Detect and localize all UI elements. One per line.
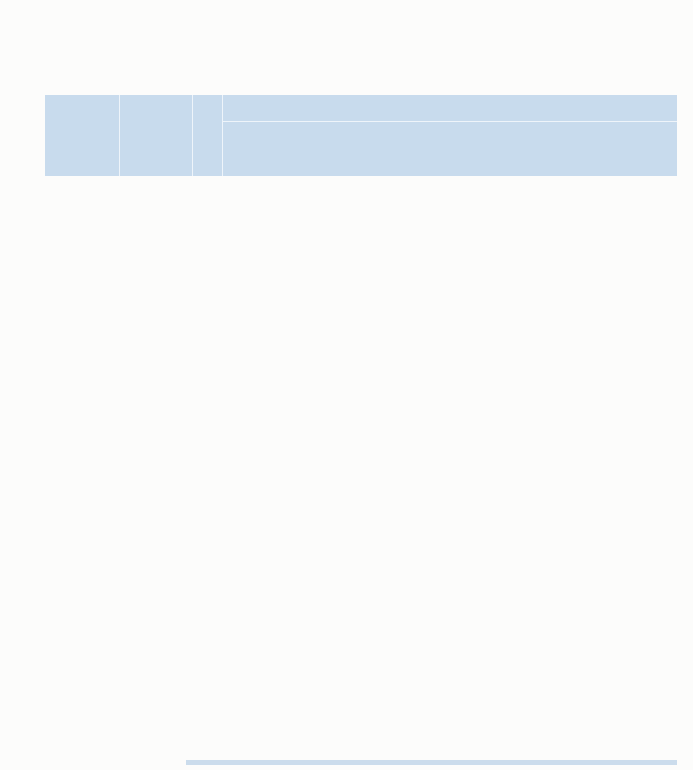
col-header-area — [120, 95, 193, 176]
speed-reference-table — [45, 95, 677, 180]
col-header-bore-group — [223, 95, 677, 122]
table-bottom-shadow — [186, 760, 677, 765]
bore-header-area — [223, 95, 677, 176]
col-header-speed — [193, 95, 223, 176]
table-header — [45, 95, 677, 176]
bore-label-row — [223, 122, 677, 176]
col-header-series — [45, 95, 120, 176]
